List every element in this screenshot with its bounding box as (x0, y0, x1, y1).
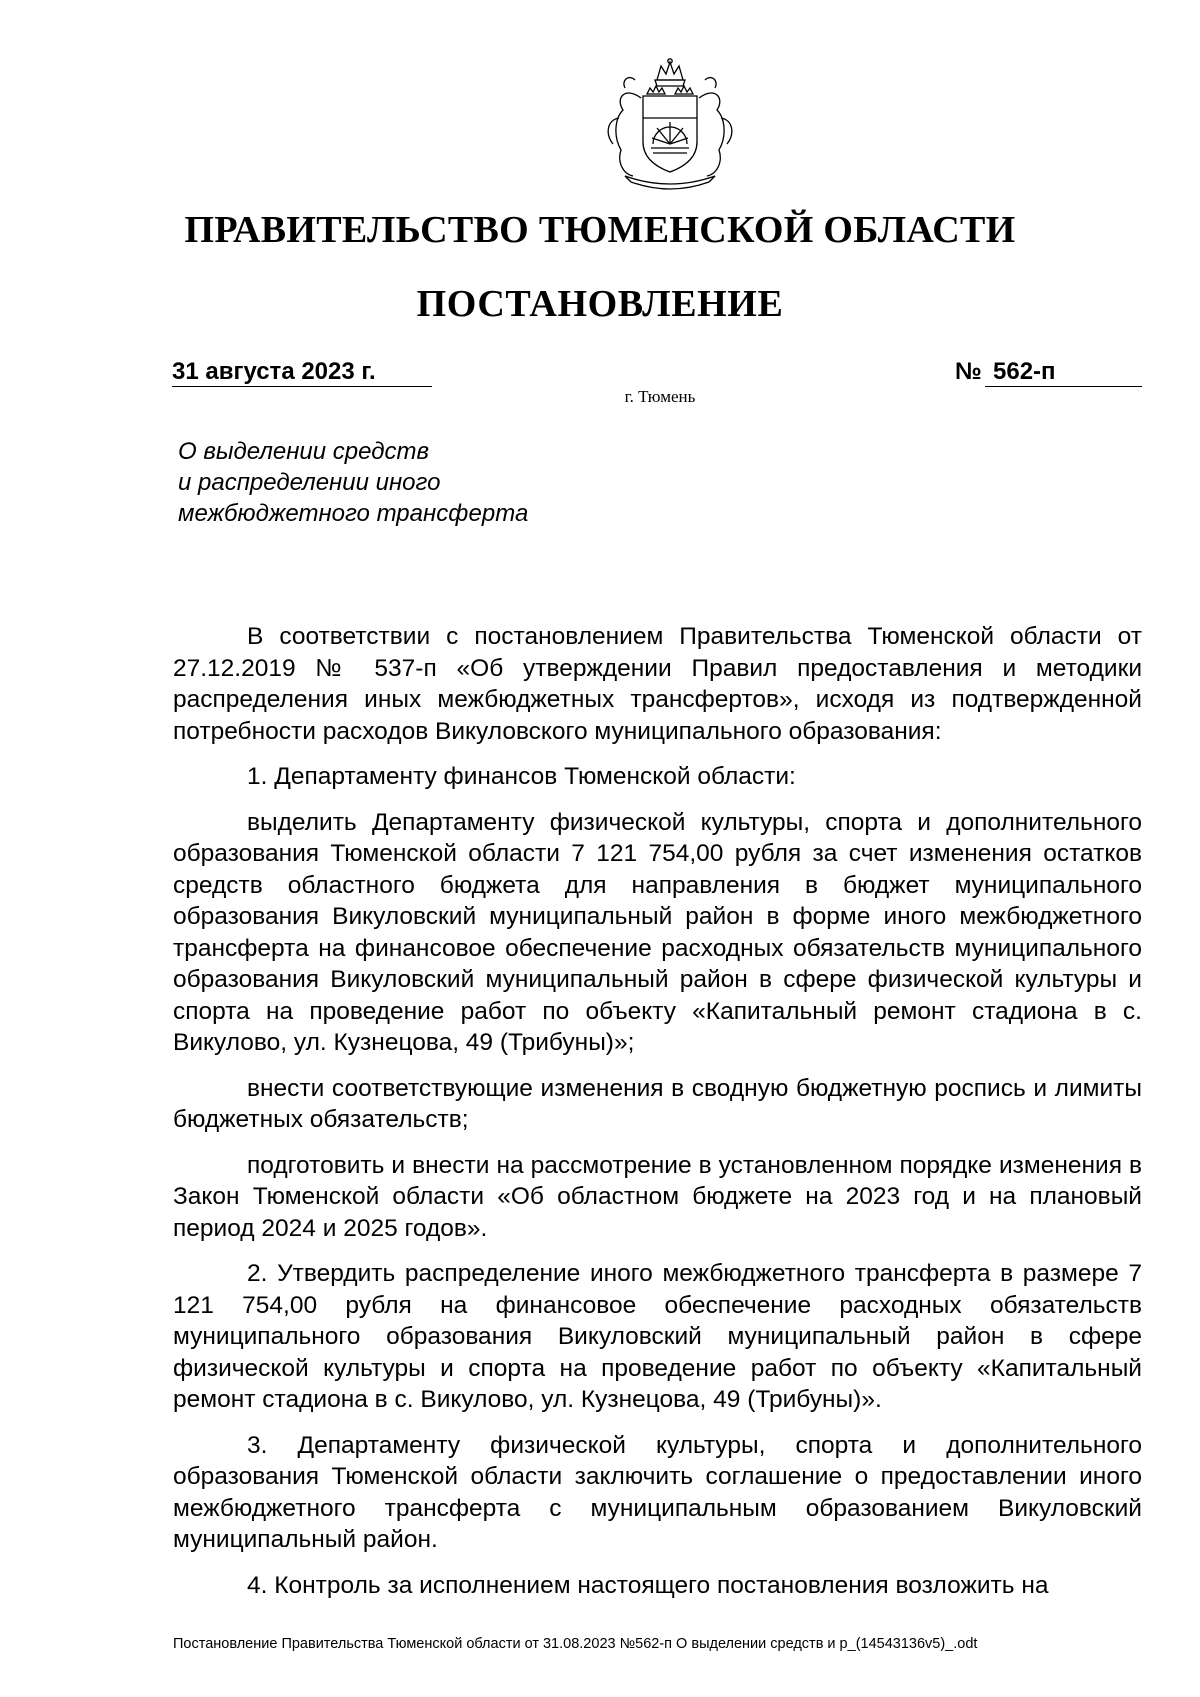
document-subject (178, 436, 638, 529)
subject-line: межбюджетного трансферта (178, 500, 529, 527)
document-city: г. Тюмень (624, 387, 696, 406)
body-paragraph: внести соответствующие изменения в сводную бюджетную роспись и лимиты бюджетных обязательств; (173, 1074, 1142, 1133)
subject-line: и распределении иного (178, 469, 441, 496)
body-paragraph: выделить Департаменту физической культуры, спорта и дополнительного образования Тюменской области 7 121 754,00 рубля за счет изменения остатков средств областного бюджета для направления в бюджет муниципального образования Викуловский муниципальный район в форме иного межбюджетного трансферта на финансовое обеспечение расходных обязательств муниципального образования Викуловский муниципальный район в сфере физической культуры и спорта на проведение работ по объекту «Капитальный ремонт стадиона в с. Викулово, ул. Кузнецова, 49 (Трибуны)»; (173, 808, 1142, 1056)
document-type-heading: ПОСТАНОВЛЕНИЕ (416, 283, 784, 325)
subject-line: О выделении средств (178, 438, 430, 465)
body-paragraph: 1. Департаменту финансов Тюменской области: (247, 763, 796, 790)
document-date: 31 августа 2023 г. (172, 359, 432, 387)
body-paragraph: 3. Департаменту физической культуры, спорта и дополнительного образования Тюменской области заключить соглашение о предоставлении иного межбюджетного трансферта с муниципальным образованием Викуловский муниципальный район. (173, 1431, 1142, 1553)
body-paragraph: 4. Контроль за исполнением настоящего постановления возложить на (247, 1571, 1049, 1599)
coat-of-arms-icon (595, 58, 745, 196)
body-paragraph: подготовить и внести на рассмотрение в установленном порядке изменения в Закон Тюменской области «Об областном бюджете на 2023 год и на плановый период 2024 и 2025 годов». (173, 1151, 1142, 1242)
body-paragraph: 2. Утвердить распределение иного межбюджетного трансферта в размере 7 121 754,00 рубля на финансовое обеспечение расходных обязательств муниципального образования Викуловский муниципальный район в сфере физической культуры и спорта на проведение работ по объекту «Капитальный ремонт стадиона в с. Викулово, ул. Кузнецова, 49 (Трибуны)». (173, 1260, 1142, 1413)
document-body (173, 621, 1142, 1604)
government-title: ПРАВИТЕЛЬСТВО ТЮМЕНСКОЙ ОБЛАСТИ (184, 209, 1016, 251)
document-number: 562-п (985, 359, 1142, 387)
body-paragraph: В соответствии с постановлением Правительства Тюменской области от 27.12.2019 № 537-п «Об утверждении Правил предоставления и методики распределения иных межбюджетных трансфертов», исходя из подтвержденной потребности расходов Викуловского муниципального образования: (173, 623, 1142, 745)
number-sign: № (955, 358, 982, 385)
footer-file-name: Постановление Правительства Тюменской области от 31.08.2023 №562-п О выделении средств и р_(14543136v5)_.odt (173, 1636, 978, 1652)
